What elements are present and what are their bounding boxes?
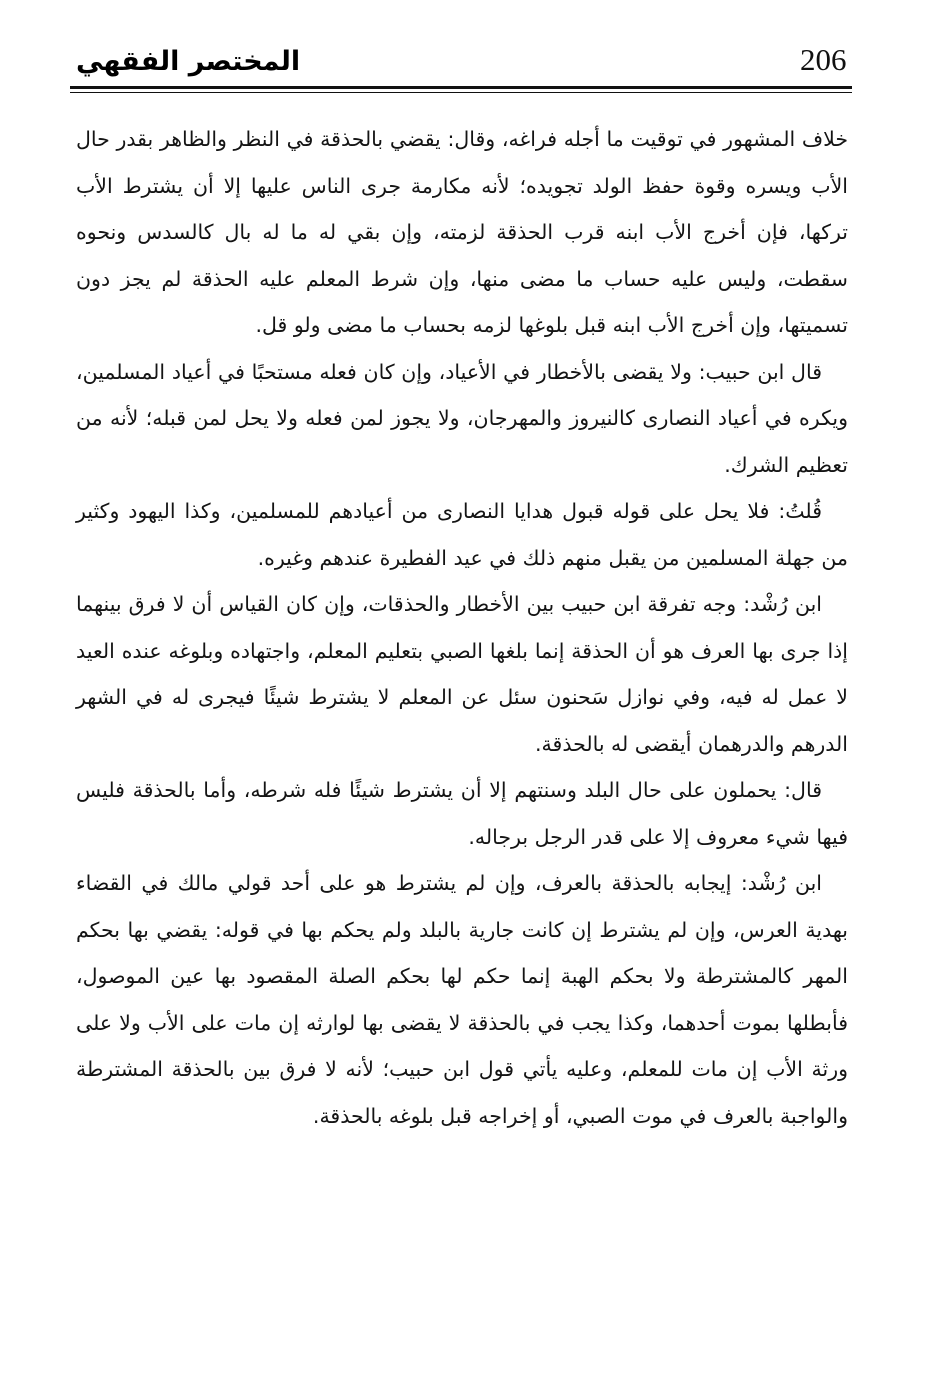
header-rule: [70, 86, 852, 89]
paragraph: خلاف المشهور في توقيت ما أجله فراغه، وقال: يقضي بالحذقة في النظر والظاهر بقدر حال الأب ويسره وقوة حفظ الولد تجويده؛ لأنه مكارمة جرى الناس عليها إلا أن يشترط الأب تركها، فإن أخرج الأب ابنه قرب الحذقة لزمته، وإن بقي له ما له بال كالسدس ونحوه سقطت، وليس عليه حساب ما مضى منها، وإن شرط المعلم عليه الحذقة لم يجز دون تسميتها، وإن أخرج الأب ابنه قبل بلوغها لزمه بحساب ما مضى ولو قل.: [76, 127, 848, 337]
page-number: 206: [800, 42, 847, 77]
paragraph: قُلتُ: فلا يحل على قوله قبول هدايا النصارى من أعيادهم للمسلمين، وكذا اليهود وكثير من جهلة المسلمين من يقبل منهم ذلك في عيد الفطيرة عندهم وغيره.: [76, 499, 848, 570]
paragraph: قال: يحملون على حال البلد وسنتهم إلا أن يشترط شيئًا فله شرطه، وأما بالحذقة فليس فيها شيء معروف إلا على قدر الرجل برجاله.: [76, 778, 848, 849]
paragraph: ابن رُشْد: وجه تفرقة ابن حبيب بين الأخطار والحذقات، وإن كان القياس أن لا فرق بينهما إذا جرى بها العرف هو أن الحذقة إنما بلغها الصبي بتعليم المعلم، واجتهاده وبلوغه عنده العيد لا عمل له فيه، وفي نوازل سَحنون سئل عن المعلم لا يشترط شيئًا فيجرى له في الشهر الدرهم والدرهمان أيقضى له بالحذقة.: [76, 592, 848, 756]
page-header: [70, 36, 852, 92]
paragraph: قال ابن حبيب: ولا يقضى بالأخطار في الأعياد، وإن كان فعله مستحبًا في أعياد المسلمين، ويكره في أعياد النصارى كالنيروز والمهرجان، ولا يجوز لمن فعله ولا يحل لمن قبله؛ لأنه من تعظيم الشرك.: [76, 359, 848, 477]
paragraph: ابن رُشْد: إيجابه بالحذقة بالعرف، وإن لم يشترط هو على أحد قولي مالك في القضاء بهدية العرس، وإن لم يشترط إن كانت جارية بالبلد ولم يحكم بها في قوله: يقضي بها بحكم المهر كالمشترطة ولا بحكم الهبة إنما حكم لها بحكم الصلة المقصود بها عين الموصول، فأبطلها بموت أحدهما، وكذا يجب في بالحذقة لا يقضى بها لوارثه إن مات على الأب ولا على ورثة الأب إن مات للمعلم، وعليه يأتي قول ابن حبيب؛ لأنه لا فرق بين بالحذقة المشترطة والواجبة بالعرف في موت الصبي، أو إخراجه قبل بلوغه بالحذقة.: [76, 871, 848, 1128]
body-text: [76, 116, 848, 1139]
header-rule-thin: [70, 92, 852, 93]
running-title: المختصر الفقهي: [76, 46, 301, 77]
